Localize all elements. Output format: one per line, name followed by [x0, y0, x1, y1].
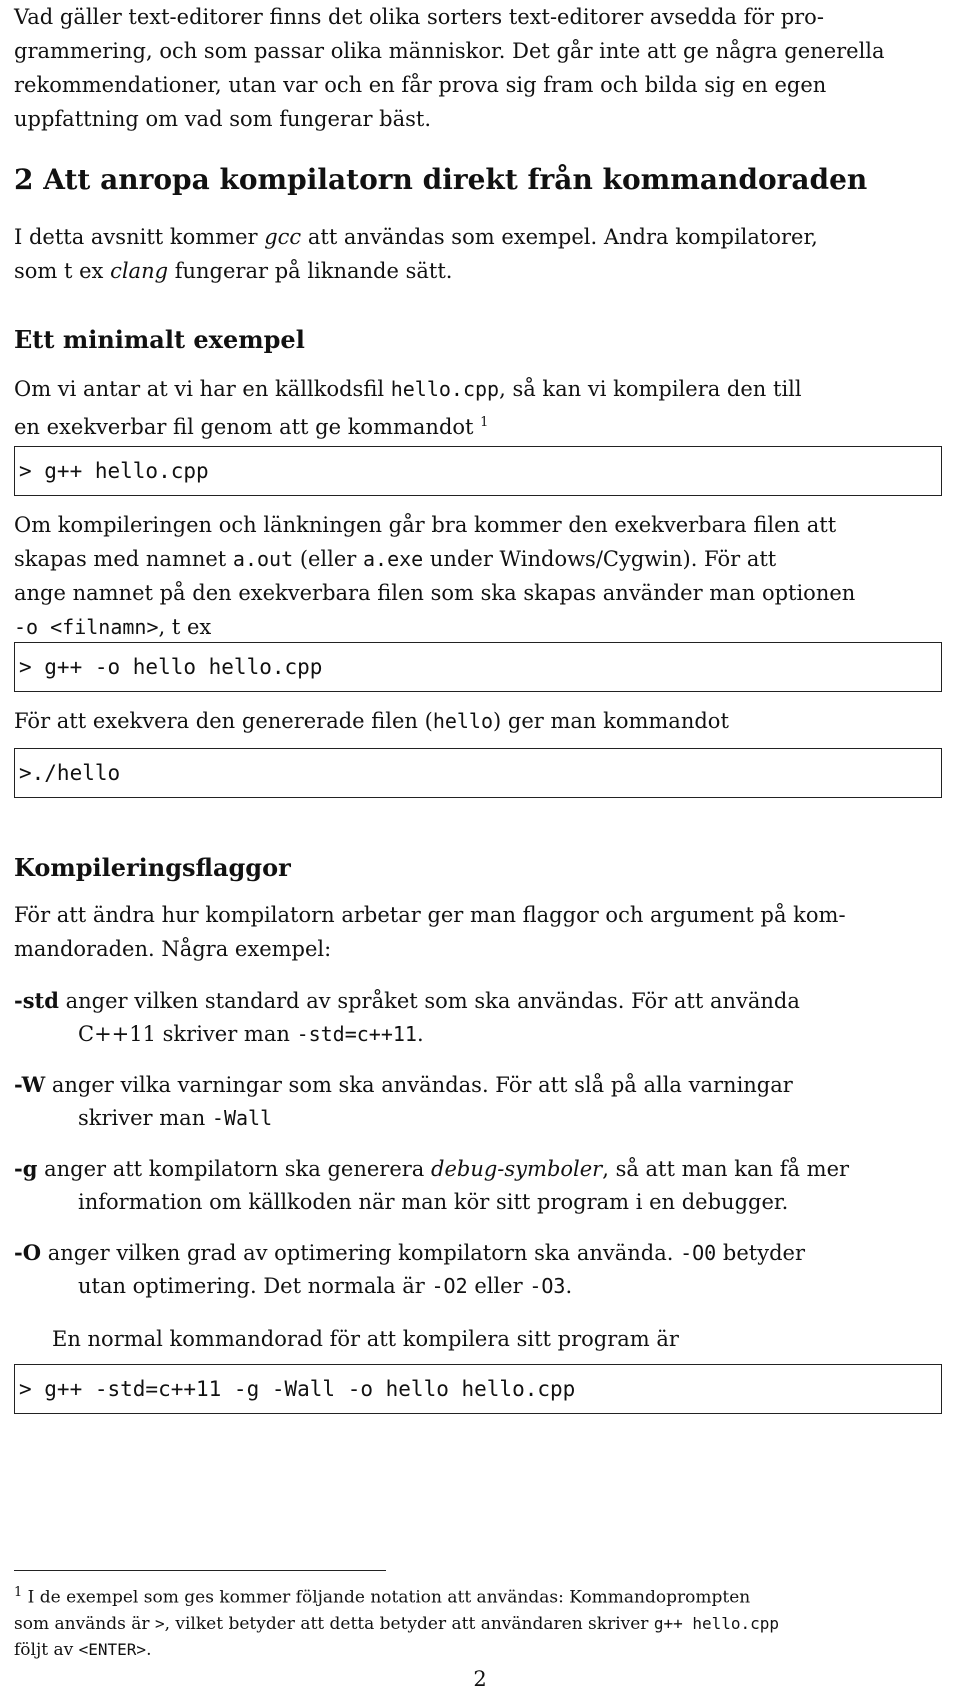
- flags-heading-block: [14, 850, 944, 886]
- intro-line: uppfattning om vad som fungerar bäst.: [14, 107, 432, 131]
- flag-line: [14, 1152, 949, 1186]
- intro-paragraph: [14, 0, 944, 136]
- normal-command-intro: [52, 1322, 952, 1356]
- section-2-paragraph: [14, 220, 944, 288]
- paragraph-line: [14, 542, 944, 576]
- footnote-line: [14, 1580, 949, 1611]
- paragraph-line: [14, 406, 944, 444]
- o2-code: -O2: [431, 1274, 468, 1298]
- command-box: > g++ -std=c++11 -g -Wall -o hello hello.cpp: [14, 1364, 942, 1414]
- paragraph-line: mandoraden. Några exempel:: [14, 937, 332, 961]
- aout-code: a.out: [232, 547, 294, 571]
- flag-line: [14, 1018, 949, 1051]
- intro-line: rekommendationer, utan var och en får prova sig fram och bilda sig en egen: [14, 73, 827, 97]
- intro-line: Vad gäller text-editorer finns det olika sorters text-editorer avsedda för pro-: [14, 5, 824, 29]
- gcc-term: gcc: [264, 225, 302, 249]
- text: I detta avsnitt kommer: [14, 225, 265, 249]
- text: anger vilken standard av språket som ska användas. För att använda: [58, 989, 800, 1013]
- text: anger vilken grad av optimering kompilatorn ska använda.: [41, 1241, 681, 1265]
- flag-line: [14, 1270, 949, 1303]
- option-code: -o <filnamn>: [14, 615, 159, 639]
- text: utan optimering. Det normala är: [78, 1274, 432, 1298]
- footnote-rule: [14, 1570, 386, 1571]
- flag-item-o: [14, 1236, 949, 1303]
- debug-symbols-term: debug-symboler: [431, 1157, 603, 1181]
- paragraph-line: En normal kommandorad för att kompilera sitt program är: [52, 1327, 679, 1351]
- text: , så att man kan få mer: [602, 1157, 850, 1181]
- minimal-paragraph-3: [14, 704, 944, 738]
- flag-term: -W: [14, 1072, 46, 1097]
- section-2-heading-block: [14, 160, 944, 200]
- text: som t ex: [14, 259, 111, 283]
- text: , vilket betyder att detta betyder att användaren skriver: [164, 1613, 654, 1634]
- text: ) ger man kommandot: [493, 709, 729, 733]
- paragraph-line: För att ändra hur kompilatorn arbetar ger man flaggor och argument på kom-: [14, 903, 846, 927]
- paragraph-line: ange namnet på den exekverbara filen som ska skapas använder man optionen: [14, 581, 856, 605]
- text: , t ex: [158, 615, 212, 639]
- enter-code: <ENTER>: [78, 1639, 147, 1659]
- hello-code: hello: [432, 709, 494, 733]
- text: I de exempel som ges kommer följande notation att användas: Kommandoprompten: [22, 1587, 751, 1608]
- paragraph-line: [14, 254, 944, 288]
- flag-item-w: [14, 1068, 949, 1135]
- section-2-heading: 2 Att anropa kompilatorn direkt från kommandoraden: [14, 163, 868, 196]
- text: (eller: [293, 547, 364, 571]
- paragraph-line: Om kompileringen och länkningen går bra kommer den exekverbara filen att: [14, 513, 837, 537]
- text: en exekverbar fil genom att ge kommandot: [14, 415, 481, 439]
- footnote-mark: 1: [480, 415, 489, 430]
- flag-item-std: [14, 984, 949, 1051]
- text: C++11 skriver man: [78, 1022, 297, 1046]
- text: följt av: [14, 1639, 79, 1660]
- minimal-example-heading-block: [14, 322, 944, 358]
- text: att användas som exempel. Andra kompilatorer,: [301, 225, 818, 249]
- text: .: [416, 1022, 424, 1046]
- footnote-mark: 1: [14, 1585, 23, 1600]
- flag-line: [14, 1068, 949, 1102]
- flag-line: [14, 1102, 949, 1135]
- prompt-code: >: [154, 1613, 165, 1633]
- page-number: 2: [473, 1667, 487, 1691]
- paragraph-line: [14, 704, 944, 738]
- flags-intro: [14, 898, 944, 966]
- text: .: [146, 1639, 152, 1660]
- text: anger att kompilatorn ska generera: [37, 1157, 432, 1181]
- o0-code: -O0: [680, 1241, 717, 1265]
- text: betyder: [716, 1241, 805, 1265]
- clang-term: clang: [110, 259, 169, 283]
- text: Om vi antar at vi har en källkodsfil: [14, 377, 391, 401]
- flag-term: -O: [14, 1240, 42, 1265]
- text: För att exekvera den genererade filen (: [14, 709, 433, 733]
- text: .: [565, 1274, 573, 1298]
- text: under Windows/Cygwin). För att: [423, 547, 777, 571]
- minimal-paragraph-2: [14, 508, 944, 644]
- paragraph-line: [14, 610, 944, 644]
- minimal-example-heading: Ett minimalt exempel: [14, 325, 305, 354]
- minimal-paragraph-1: [14, 372, 944, 444]
- paragraph-line: [14, 220, 944, 254]
- command-box: >./hello: [14, 748, 942, 798]
- command-code: g++ hello.cpp: [653, 1613, 780, 1633]
- flag-line: [14, 1236, 949, 1270]
- command-box: > g++ hello.cpp: [14, 446, 942, 496]
- flags-heading: Kompileringsflaggor: [14, 853, 291, 882]
- text: eller: [467, 1274, 530, 1298]
- intro-line: grammering, och som passar olika människor. Det går inte att ge några generella: [14, 39, 885, 63]
- text: , så kan vi kompilera den till: [499, 377, 802, 401]
- flag-line: information om källkoden när man kör sitt program i en debugger.: [78, 1190, 789, 1214]
- std-code: -std=c++11: [296, 1022, 417, 1046]
- filename-code: hello.cpp: [390, 377, 500, 401]
- wall-code: -Wall: [211, 1106, 273, 1130]
- text: anger vilka varningar som ska användas. För att slå på alla varningar: [45, 1073, 793, 1097]
- flag-item-g: [14, 1152, 949, 1219]
- text: skapas med namnet: [14, 547, 233, 571]
- flag-term: -g: [14, 1156, 38, 1181]
- footnote-line: [14, 1637, 949, 1663]
- text: som används är: [14, 1613, 155, 1634]
- flag-term: -std: [14, 988, 59, 1013]
- paragraph-line: [14, 372, 944, 406]
- footnote: [14, 1580, 949, 1663]
- footnote-line: [14, 1611, 949, 1637]
- aexe-code: a.exe: [363, 547, 424, 571]
- command-box: > g++ -o hello hello.cpp: [14, 642, 942, 692]
- flag-line: [14, 984, 949, 1018]
- o3-code: -O3: [529, 1274, 566, 1298]
- text: skriver man: [78, 1106, 212, 1130]
- text: fungerar på liknande sätt.: [168, 259, 453, 283]
